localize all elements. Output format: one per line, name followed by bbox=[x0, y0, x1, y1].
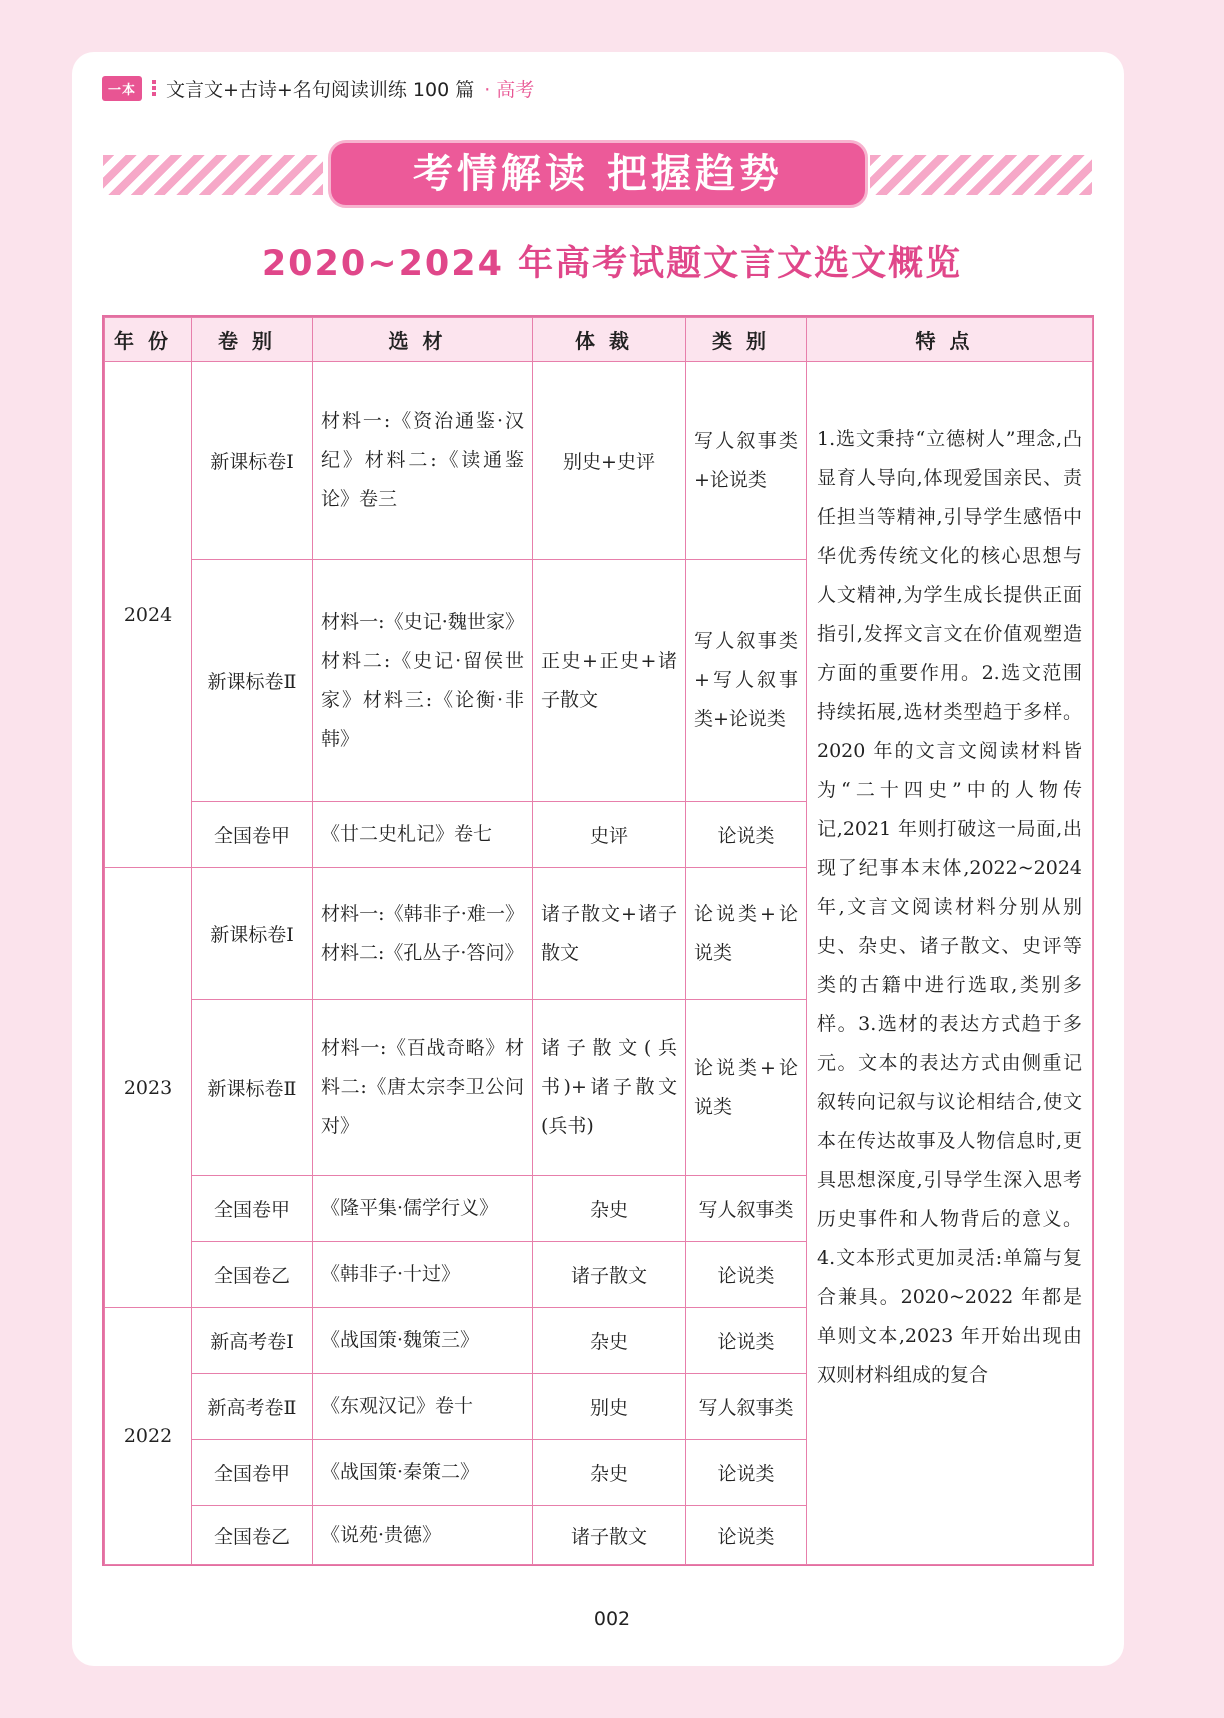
paper-cell: 全国卷乙 bbox=[192, 1242, 313, 1308]
genre-cell: 诸子散文 bbox=[533, 1506, 686, 1565]
banner-stripes-right bbox=[870, 155, 1092, 195]
category-cell: 写人叙事类 bbox=[686, 1176, 807, 1242]
header-features: 特点 bbox=[807, 318, 1093, 362]
year-cell: 2024 bbox=[105, 362, 192, 868]
category-cell: 论说类 bbox=[686, 1440, 807, 1506]
page-number: 002 bbox=[593, 1608, 631, 1630]
paper-cell: 全国卷甲 bbox=[192, 1176, 313, 1242]
genre-cell: 诸子散文+诸子散文 bbox=[533, 868, 686, 1000]
paper-cell: 新课标卷Ⅰ bbox=[192, 868, 313, 1000]
paper-cell: 全国卷乙 bbox=[192, 1506, 313, 1565]
book-subtitle: · 高考 bbox=[484, 78, 535, 101]
header-genre: 体裁 bbox=[533, 318, 686, 362]
category-cell: 论说类+论说类 bbox=[686, 1000, 807, 1176]
book-title: 文言文+古诗+名句阅读训练 100 篇 bbox=[166, 78, 475, 101]
genre-cell: 别史+史评 bbox=[533, 362, 686, 560]
material-cell: 《说苑·贵德》 bbox=[313, 1506, 533, 1565]
material-cell: 《韩非子·十过》 bbox=[313, 1242, 533, 1308]
genre-cell: 史评 bbox=[533, 802, 686, 868]
material-cell: 材料一:《百战奇略》材料二:《唐太宗李卫公问对》 bbox=[313, 1000, 533, 1176]
category-cell: 论说类 bbox=[686, 1242, 807, 1308]
genre-cell: 杂史 bbox=[533, 1440, 686, 1506]
material-cell: 材料一:《资治通鉴·汉纪》材料二:《读通鉴论》卷三 bbox=[313, 362, 533, 560]
material-cell: 《东观汉记》卷十 bbox=[313, 1374, 533, 1440]
table-row bbox=[105, 362, 1093, 560]
genre-cell: 杂史 bbox=[533, 1308, 686, 1374]
paper-cell: 全国卷甲 bbox=[192, 1440, 313, 1506]
genre-cell: 杂史 bbox=[533, 1176, 686, 1242]
logo-dots-icon bbox=[152, 80, 156, 96]
category-cell: 写人叙事类+写人叙事类+论说类 bbox=[686, 560, 807, 802]
running-header bbox=[102, 72, 534, 104]
overview-table-frame bbox=[102, 315, 1094, 1566]
year-cell: 2022 bbox=[105, 1308, 192, 1565]
paper-cell: 新高考卷Ⅱ bbox=[192, 1374, 313, 1440]
category-cell: 论说类 bbox=[686, 802, 807, 868]
category-cell: 写人叙事类+论说类 bbox=[686, 362, 807, 560]
publisher-logo: 一本 bbox=[102, 76, 142, 101]
material-cell: 《战国策·秦策二》 bbox=[313, 1440, 533, 1506]
section-banner: 考情解读 把握趋势 bbox=[328, 140, 868, 208]
table-header-row bbox=[105, 318, 1093, 362]
material-cell: 材料一:《韩非子·难一》材料二:《孔丛子·答问》 bbox=[313, 868, 533, 1000]
banner-stripes-left bbox=[103, 155, 323, 195]
category-cell: 论说类+论说类 bbox=[686, 868, 807, 1000]
category-cell: 论说类 bbox=[686, 1308, 807, 1374]
category-cell: 写人叙事类 bbox=[686, 1374, 807, 1440]
genre-cell: 诸子散文(兵书)+诸子散文(兵书) bbox=[533, 1000, 686, 1176]
features-cell: 1.选文秉持“立德树人”理念,凸显育人导向,体现爱国亲民、责任担当等精神,引导学生感悟中华优秀传统文化的核心思想与人文精神,为学生成长提供正面指引,发挥文言文在价值观塑造方面的重要作用。2.选文范围持续拓展,选材类型趋于多样。2020 年的文言文阅读材料皆为“二十四史”中的人物传记,2021 年则打破这一局面,出现了纪事本末体,2022~2024 年,文言文阅读材料分别从别史、杂史、诸子散文、史评等类的古籍中进行选取,类别多样。3.选材的表达方式趋于多元。文本的表达方式由侧重记叙转向记叙与议论相结合,使文本在传达故事及人物信息时,更具思想深度,引导学生深入思考历史事件和人物背后的意义。4.文本形式更加灵活:单篇与复合兼具。2020~2022 年都是单则文本,2023 年开始出现由双则材料组成的复合 bbox=[807, 362, 1093, 1565]
paper-cell: 全国卷甲 bbox=[192, 802, 313, 868]
header-material: 选材 bbox=[313, 318, 533, 362]
paper-cell: 新课标卷Ⅱ bbox=[192, 560, 313, 802]
genre-cell: 正史+正史+诸子散文 bbox=[533, 560, 686, 802]
overview-table bbox=[104, 317, 1093, 1565]
genre-cell: 别史 bbox=[533, 1374, 686, 1440]
year-cell: 2023 bbox=[105, 868, 192, 1308]
material-cell: 《廿二史札记》卷七 bbox=[313, 802, 533, 868]
header-paper: 卷别 bbox=[192, 318, 313, 362]
paper-cell: 新高考卷Ⅰ bbox=[192, 1308, 313, 1374]
header-year: 年份 bbox=[105, 318, 192, 362]
header-category: 类别 bbox=[686, 318, 807, 362]
category-cell: 论说类 bbox=[686, 1506, 807, 1565]
material-cell: 《战国策·魏策三》 bbox=[313, 1308, 533, 1374]
material-cell: 材料一:《史记·魏世家》材料二:《史记·留侯世家》材料三:《论衡·非韩》 bbox=[313, 560, 533, 802]
paper-cell: 新课标卷Ⅱ bbox=[192, 1000, 313, 1176]
material-cell: 《隆平集·儒学行义》 bbox=[313, 1176, 533, 1242]
genre-cell: 诸子散文 bbox=[533, 1242, 686, 1308]
paper-cell: 新课标卷Ⅰ bbox=[192, 362, 313, 560]
page-title: 2020~2024 年高考试题文言文选文概览 bbox=[261, 244, 963, 284]
